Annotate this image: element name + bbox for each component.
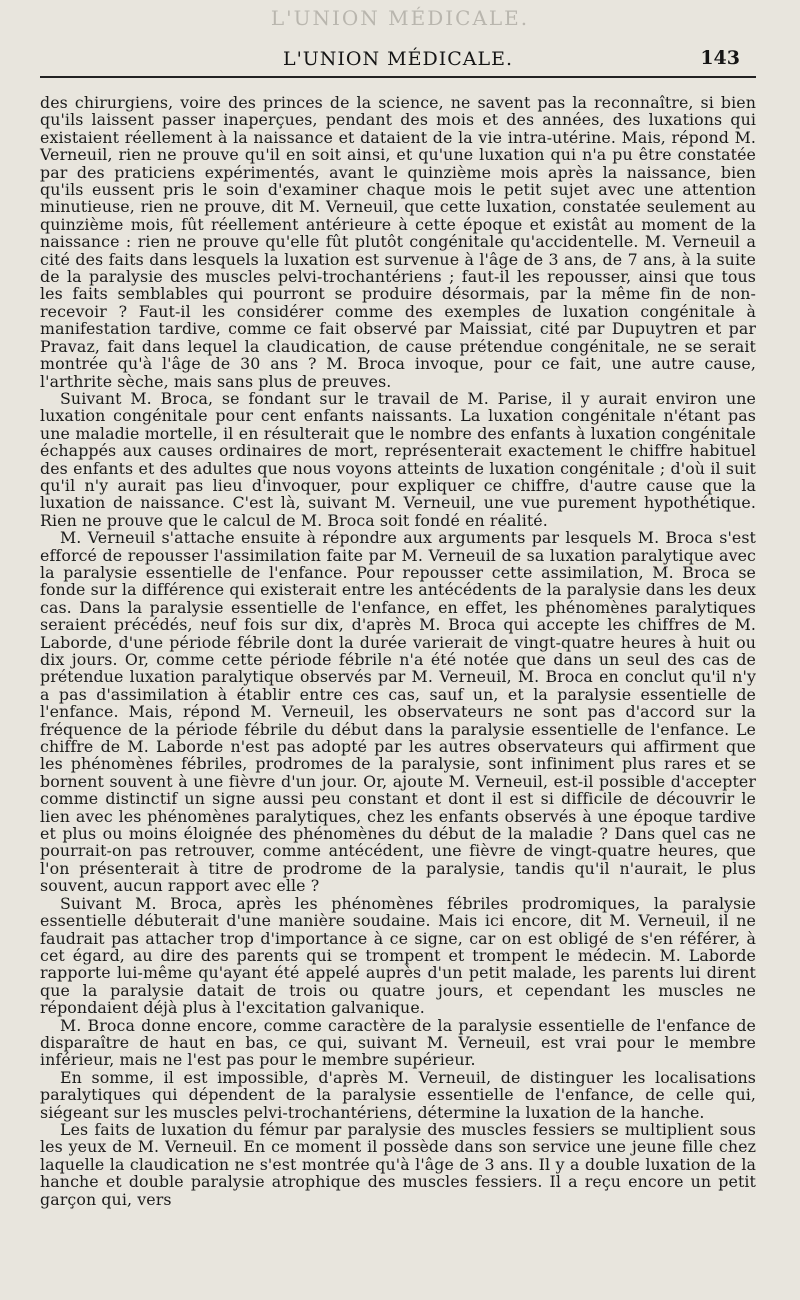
running-title: L'UNION MÉDICALE. <box>282 48 514 70</box>
paragraph: des chirurgiens, voire des princes de la science, ne savent pas la reconnaître, si bien qu'ils laissent passer inaperçues, pendant des mois et des années, des luxations qui existaient réellement à la naissance et dataient de la vie intra-utérine. Mais, répond M. Verneuil, rien ne prouve qu'il en soit ainsi, et qu'une luxation qui n'a pu être constatée par des praticiens expérimentés, avant le quinzième mois après la naissance, bien qu'ils eussent pris le soin d'examiner chaque mois le petit sujet avec une attention minutieuse, rien ne prouve, dit M. Verneuil, que cette luxation, constatée seulement au quinzième mois, fût réellement antérieure à cette époque et existât au moment de la naissance : rien ne prouve qu'elle fût plutôt congénitale qu'accidentelle. M. Verneuil a cité des faits dans lesquels la luxation est survenue à l'âge de 3 ans, de 7 ans, à la suite de la paralysie des muscles pelvi-trochantériens ; faut-il les repousser, ainsi que tous les faits semblables qui pourront se produire désormais, par la même fin de non-recevoir ? Faut-il les considérer comme des exemples de luxation congénitale à manifestation tardive, comme ce fait observé par Maissiat, cité par Dupuytren et par Pravaz, fait dans lequel la claudication, de cause prétendue congénitale, ne se serait montrée qu'à l'âge de 30 ans ? M. Broca invoque, pour ce fait, une autre cause, l'arthrite sèche, mais sans plus de preuves. <box>40 93 756 391</box>
paragraph: Suivant M. Broca, après les phénomènes fébriles prodromiques, la paralysie essentielle débuterait d'une manière soudaine. Mais ici encore, dit M. Verneuil, il ne faudrait pas attacher trop d'importance à ce signe, car on est obligé de s'en référer, à cet égard, au dire des parents qui se trompent et trompent le médecin. M. Laborde rapporte lui-même qu'ayant été appelé auprès d'un petit malade, les parents lui dirent que la paralysie datait de trois ou quatre jours, et cependant les muscles ne répondaient déjà plus à l'excitation galvanique. <box>40 893 756 1018</box>
paragraph: Suivant M. Broca, se fondant sur le travail de M. Parise, il y aurait environ une luxation congénitale pour cent enfants naissants. La luxation congénitale n'étant pas une maladie mortelle, il en résulterait que le nombre des enfants à luxation congénitale échappés aux causes ordinaires de mort, représenterait exactement le chiffre habituel des enfants et des adultes que nous voyons atteints de luxation congénitale ; d'où il suit qu'il n'y aurait pas lieu d'invoquer, pour expliquer ce chiffre, d'autre cause que la luxation de naissance. C'est là, suivant M. Verneuil, une vue purement hypothétique. Rien ne prouve que le calcul de M. Broca soit fondé en réalité. <box>40 388 756 530</box>
bleed-through-header: L'UNION MÉDICALE. <box>270 6 530 30</box>
paragraph: Les faits de luxation du fémur par paralysie des muscles fessiers se multiplient sous les yeux de M. Verneuil. En ce moment il possède dans son service une jeune fille chez laquelle la claudication ne s'est montrée qu'à l'âge de 3 ans. Il y a double luxation de la hanche et double paralysie atrophique des muscles fessiers. Il a reçu encore un petit garçon qui, vers <box>40 1119 756 1209</box>
page-number: 143 <box>700 47 740 69</box>
paragraph: En somme, il est impossible, d'après M. Verneuil, de distinguer les localisations paralytiques qui dépendent de la paralysie essentielle de l'enfance, de celle qui, siégeant sur les muscles pelvi-trochantériens, détermine la luxation de la hanche. <box>40 1067 756 1122</box>
header-rule <box>40 76 756 78</box>
body-text <box>40 94 756 1208</box>
page-header <box>40 0 756 86</box>
paragraph: M. Broca donne encore, comme caractère de la paralysie essentielle de l'enfance de disparaître de haut en bas, ce qui, suivant M. Verneuil, est vrai pour le membre inférieur, mais ne l'est pas pour le membre supérieur. <box>40 1015 756 1070</box>
paragraph: M. Verneuil s'attache ensuite à répondre aux arguments par lesquels M. Broca s'est efforcé de repousser l'assimilation faite par M. Verneuil de sa luxation paralytique avec la paralysie essentielle de l'enfance. Pour repousser cette assimilation, M. Broca se fonde sur la différence qui existerait entre les antécédents de la paralysie dans les deux cas. Dans la paralysie essentielle de l'enfance, en effet, les phénomènes paralytiques seraient précédés, neuf fois sur dix, d'après M. Broca qui accepte les chiffres de M. Laborde, d'une période fébrile dont la durée varierait de vingt-quatre heures à huit ou dix jours. Or, comme cette période fébrile n'a été notée que dans un seul des cas de prétendue luxation paralytique observés par M. Verneuil, M. Broca en conclut qu'il n'y a pas d'assimilation à établir entre ces cas, sauf un, et la paralysie essentielle de l'enfance. Mais, répond M. Verneuil, les observateurs ne sont pas d'accord sur la fréquence de la période fébrile du début dans la paralysie essentielle de l'enfance. Le chiffre de M. Laborde n'est pas adopté par les autres observateurs qui affirment que les phénomènes fébriles, prodromes de la paralysie, sont infiniment plus rares et se bornent souvent à une fièvre d'un jour. Or, ajoute M. Verneuil, est-il possible d'accepter comme distinctif un signe aussi peu constant et dont il est si difficile de découvrir le lien avec les phénomènes paralytiques, chez les enfants observés à une époque tardive et plus ou moins éloignée des phénomènes du début de la maladie ? Dans quel cas ne pourrait-on pas retrouver, comme antécédent, une fièvre de vingt-quatre heures, que l'on présenterait à titre de prodrome de la paralysie, tandis qu'il n'aurait, le plus souvent, aucun rapport avec elle ? <box>40 528 756 896</box>
